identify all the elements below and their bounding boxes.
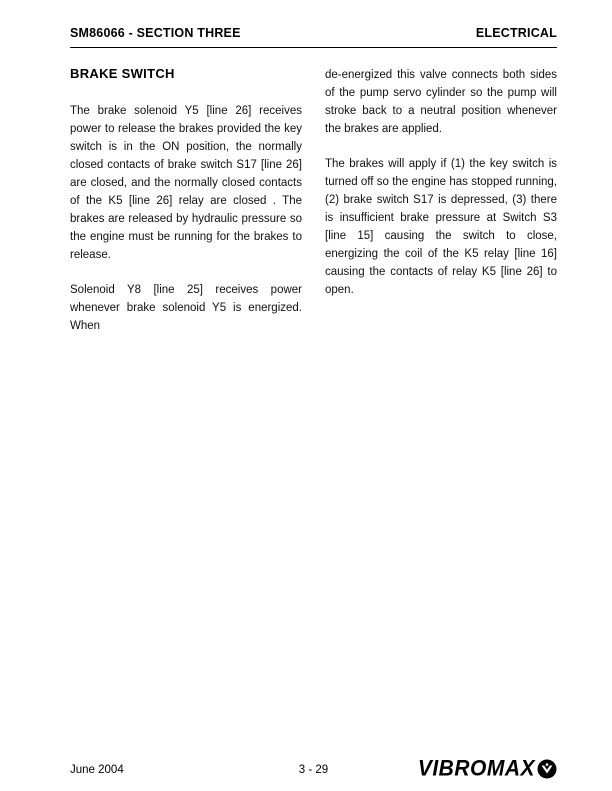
left-column: [70, 66, 302, 352]
vibromax-logo: [418, 757, 557, 781]
header-divider: [70, 47, 557, 48]
header-doc-title: SM86066 - SECTION THREE: [70, 26, 241, 40]
right-column: [325, 66, 557, 352]
section-heading: BRAKE SWITCH: [70, 66, 175, 81]
paragraph-right-1: de-energized this valve connects both sides of the pump servo cylinder so the pump will stroke back to a neutral position whenever the brakes are applied.: [325, 69, 557, 135]
paragraph-left-2: Solenoid Y8 [line 25] receives power whenever brake solenoid Y5 is energized. When: [70, 284, 302, 332]
header-section-title: ELECTRICAL: [475, 26, 557, 40]
paragraph-right-2: The brakes will apply if (1) the key switch is turned off so the engine has stopped running, (2) brake switch S17 is depressed, (3) there is insufficient brake pressure at Switch S3 [line 15] causing the switch to close, energizing the coil of the K5 relay [line 16] causing the contacts of relay K5 [line 26] to open.: [325, 158, 557, 296]
vibromax-wordmark: VIBROMAX: [417, 756, 535, 781]
footer-date: June 2004: [70, 764, 124, 776]
page-body: [70, 66, 557, 352]
page-header: [70, 26, 557, 40]
paragraph-left-1: The brake solenoid Y5 [line 26] receives power to release the brakes provided the key switch is in the ON position, the normally closed contacts of brake switch S17 [line 26] are closed, and the normally closed contacts of the K5 [line 26] relay are closed . The brakes are released by hydraulic pressure so the engine must be running for the brakes to release.: [70, 105, 302, 261]
page-footer: [70, 755, 557, 781]
footer-page-number: 3 - 29: [298, 764, 329, 776]
vibromax-logo-icon: [537, 759, 557, 779]
